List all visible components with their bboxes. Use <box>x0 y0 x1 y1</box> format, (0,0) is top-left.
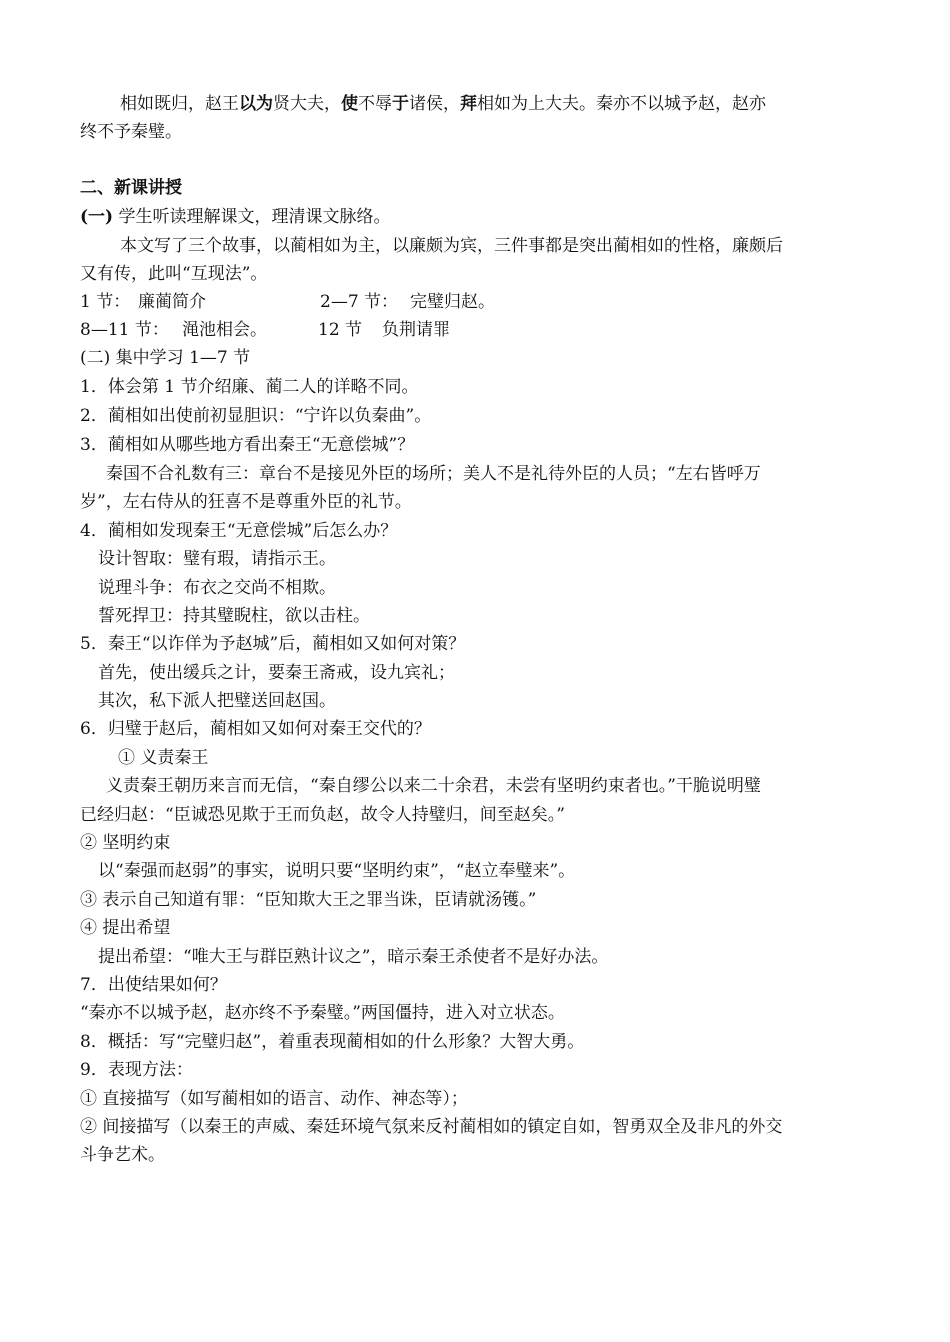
intro-line-1 <box>120 92 920 116</box>
part1-paragraph-line-2: 又有传，此叫“互现法”。 <box>80 264 268 284</box>
intro-text: 不辱 <box>358 94 392 114</box>
text-line: 2．蔺相如出使前初显胆识：“宁许以负秦曲”。 <box>80 406 432 426</box>
outline-section-title: 廉蔺简介 <box>138 292 206 312</box>
text-line: 秦国不合礼数有三：章台不是接见外臣的场所；美人不是礼待外臣的人员；“左右皆呼万 <box>106 464 761 484</box>
outline-section-title: 完璧归赵。 <box>410 292 495 312</box>
text-line: 1．体会第 1 节介绍廉、蔺二人的详略不同。 <box>80 377 419 397</box>
text-line: ① 直接描写（如写蔺相如的语言、动作、神态等）； <box>80 1089 468 1109</box>
text-line: 5．秦王“以诈佯为予赵城”后，蔺相如又如何对策？ <box>80 634 466 654</box>
text-line: 誓死捍卫：持其璧睨柱，欲以击柱。 <box>98 606 370 626</box>
text-line: 以“秦强而赵弱”的事实，说明只要“坚明约束”，“赵立奉璧来”。 <box>98 861 576 881</box>
outline-section-number: 1 节： <box>80 292 131 312</box>
text-line: ② 间接描写（以秦王的声威、秦廷环境气氛来反衬蔺相如的镇定自如，智勇双全及非凡的外交 <box>80 1117 783 1137</box>
keyword-bold: 以为 <box>239 94 273 114</box>
part2-heading: (二) 集中学习 1—7 节 <box>80 348 251 368</box>
keyword-bold: 于 <box>392 94 409 114</box>
text-line: 9．表现方法： <box>80 1060 193 1080</box>
outline-row-1 <box>80 290 880 314</box>
section-title: 二、新课讲授 <box>80 178 182 198</box>
text-line: ① 义责秦王 <box>118 748 209 768</box>
outline-section-number: 8—11 节： <box>80 320 169 340</box>
text-line: 设计智取：璧有瑕，请指示王。 <box>98 549 336 569</box>
text-line: 7．出使结果如何？ <box>80 975 227 995</box>
intro-text: 相如为上大夫。秦亦不以城予赵，赵亦 <box>477 94 766 114</box>
outline-section-number: 2—7 节： <box>320 292 399 312</box>
intro-line-2: 终不予秦璧。 <box>80 122 182 142</box>
text-line: “秦亦不以城予赵，赵亦终不予秦璧。”两国僵持，进入对立状态。 <box>80 1003 565 1023</box>
part1-heading <box>80 205 880 229</box>
text-line: 已经归赵：“臣诚恐见欺于王而负赵，故令人持璧归，间至赵矣。” <box>80 805 565 825</box>
outline-section-number: 12 节 <box>318 320 363 340</box>
text-line: 首先，使出缓兵之计，要秦王斋戒，设九宾礼； <box>98 663 455 683</box>
text-line: ③ 表示自己知道有罪：“臣知欺大王之罪当诛，臣请就汤镬。” <box>80 890 537 910</box>
text-line: 说理斗争：布衣之交尚不相欺。 <box>98 578 336 598</box>
text-line: 3．蔺相如从哪些地方看出秦王“无意偿城”？ <box>80 435 415 455</box>
text-line: ② 坚明约束 <box>80 833 171 853</box>
text-line: 4．蔺相如发现秦王“无意偿城”后怎么办？ <box>80 521 398 541</box>
outline-row-2 <box>80 318 880 342</box>
intro-text: 相如既归，赵王 <box>120 94 239 114</box>
text-line: ④ 提出希望 <box>80 918 171 938</box>
keyword-bold: 使 <box>341 94 358 114</box>
intro-text: 诸侯， <box>409 94 460 114</box>
keyword-bold: 拜 <box>460 94 477 114</box>
text-line: 义责秦王朝历来言而无信，“秦自缪公以来二十余君，未尝有坚明约束者也。”干脆说明璧 <box>106 776 761 796</box>
intro-text: 贤大夫， <box>273 94 341 114</box>
text-line: 岁”，左右侍从的狂喜不是尊重外臣的礼节。 <box>80 492 412 512</box>
part1-paragraph-line-1: 本文写了三个故事，以蔺相如为主，以廉颇为宾，三件事都是突出蔺相如的性格，廉颇后 <box>120 236 783 256</box>
text-line: 斗争艺术。 <box>80 1145 165 1165</box>
outline-section-title: 渑池相会。 <box>182 320 267 340</box>
part1-heading-text: 学生听读理解课文，理清课文脉络。 <box>113 207 391 227</box>
text-line: 8．概括：写“完璧归赵”，着重表现蔺相如的什么形象？大智大勇。 <box>80 1032 585 1052</box>
text-line: 其次，私下派人把璧送回赵国。 <box>98 691 336 711</box>
text-line: 提出希望：“唯大王与群臣熟计议之”，暗示秦王杀使者不是好办法。 <box>98 947 609 967</box>
part1-heading-number: (一) <box>80 207 114 227</box>
outline-section-title: 负荆请罪 <box>382 320 450 340</box>
text-line: 6．归璧于赵后，蔺相如又如何对秦王交代的？ <box>80 719 431 739</box>
